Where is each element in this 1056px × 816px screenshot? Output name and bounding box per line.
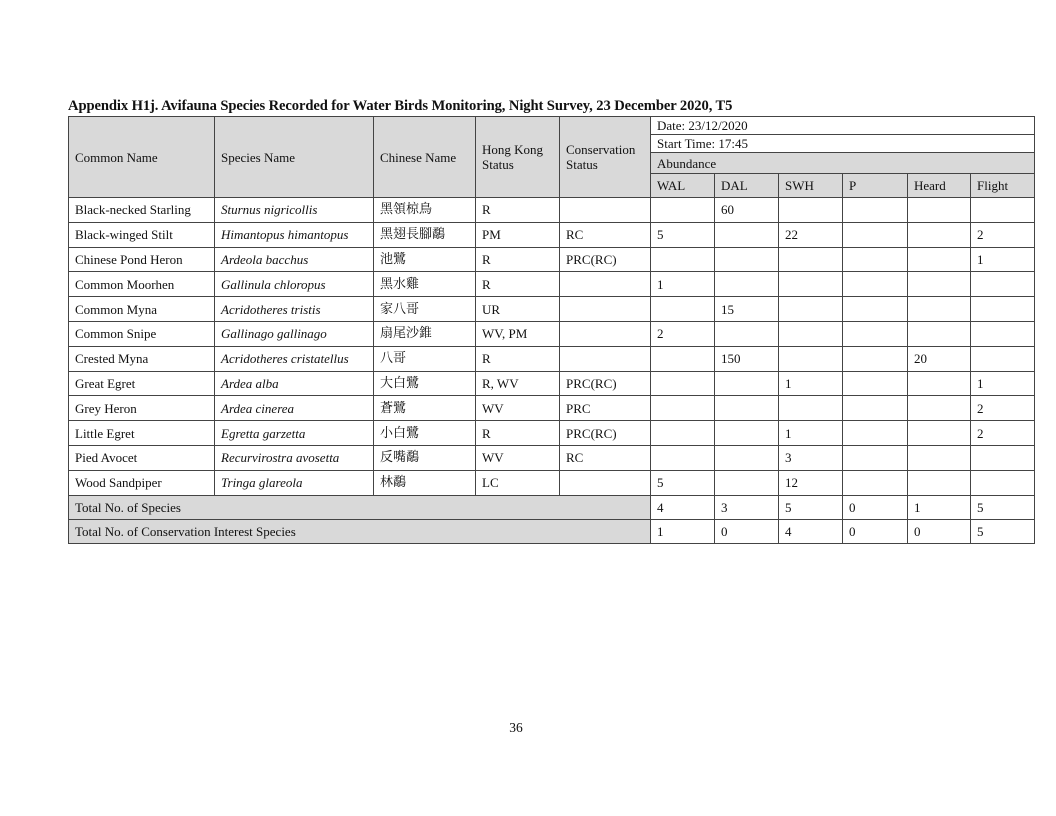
abundance-cell: [651, 396, 715, 421]
common-name-cell: Black-winged Stilt: [69, 222, 215, 247]
header-abundance-col: Heard: [908, 174, 971, 198]
total-row: [69, 519, 1035, 543]
common-name-cell: Great Egret: [69, 371, 215, 396]
common-name-cell: Little Egret: [69, 421, 215, 446]
abundance-cell: [715, 396, 779, 421]
abundance-cell: [843, 297, 908, 322]
abundance-cell: [779, 297, 843, 322]
abundance-cell: 2: [651, 321, 715, 346]
common-name-cell: Crested Myna: [69, 346, 215, 371]
abundance-cell: [908, 272, 971, 297]
common-name-cell: Black-necked Starling: [69, 198, 215, 223]
abundance-cell: 2: [971, 421, 1035, 446]
abundance-cell: [843, 272, 908, 297]
conservation-status-cell: PRC: [560, 396, 651, 421]
table-row: [69, 321, 1035, 346]
species-name-cell: Ardea alba: [215, 371, 374, 396]
abundance-cell: [971, 198, 1035, 223]
conservation-status-cell: [560, 321, 651, 346]
chinese-name-cell: 八哥: [374, 346, 476, 371]
header-hk-status: Hong Kong Status: [476, 117, 560, 198]
conservation-status-cell: PRC(RC): [560, 247, 651, 272]
abundance-cell: 12: [779, 470, 843, 495]
header-abundance-col: DAL: [715, 174, 779, 198]
page-number: 36: [509, 720, 523, 735]
abundance-cell: 22: [779, 222, 843, 247]
header-abundance-col: SWH: [779, 174, 843, 198]
species-name-cell: Sturnus nigricollis: [215, 198, 374, 223]
hk-status-cell: R: [476, 346, 560, 371]
abundance-cell: [779, 321, 843, 346]
species-name-cell: Acridotheres cristatellus: [215, 346, 374, 371]
species-name-cell: Recurvirostra avosetta: [215, 445, 374, 470]
hk-status-cell: R, WV: [476, 371, 560, 396]
abundance-cell: [908, 421, 971, 446]
abundance-cell: [908, 247, 971, 272]
abundance-cell: [971, 445, 1035, 470]
total-cell: 5: [779, 495, 843, 519]
abundance-cell: [715, 222, 779, 247]
header-abundance: Abundance: [651, 153, 1035, 174]
chinese-name-cell: 反嘴鷸: [374, 445, 476, 470]
abundance-cell: 1: [971, 371, 1035, 396]
species-name-cell: Gallinula chloropus: [215, 272, 374, 297]
hk-status-cell: R: [476, 247, 560, 272]
abundance-cell: [843, 396, 908, 421]
abundance-cell: [843, 346, 908, 371]
abundance-cell: [843, 222, 908, 247]
species-name-cell: Tringa glareola: [215, 470, 374, 495]
hk-status-cell: LC: [476, 470, 560, 495]
table-row: [69, 297, 1035, 322]
total-cell: 4: [651, 495, 715, 519]
conservation-status-cell: RC: [560, 222, 651, 247]
total-cell: 5: [971, 519, 1035, 543]
species-name-cell: Ardeola bacchus: [215, 247, 374, 272]
abundance-cell: [843, 470, 908, 495]
header-species-name: Species Name: [215, 117, 374, 198]
conservation-status-cell: RC: [560, 445, 651, 470]
abundance-cell: 150: [715, 346, 779, 371]
abundance-cell: [843, 321, 908, 346]
abundance-cell: [651, 445, 715, 470]
hk-status-cell: WV, PM: [476, 321, 560, 346]
species-name-cell: Himantopus himantopus: [215, 222, 374, 247]
hk-status-cell: UR: [476, 297, 560, 322]
species-name-cell: Egretta garzetta: [215, 421, 374, 446]
hk-status-cell: WV: [476, 396, 560, 421]
abundance-cell: [779, 346, 843, 371]
chinese-name-cell: 池鷺: [374, 247, 476, 272]
hk-status-cell: R: [476, 198, 560, 223]
total-cell: 0: [715, 519, 779, 543]
abundance-cell: [908, 445, 971, 470]
species-name-cell: Acridotheres tristis: [215, 297, 374, 322]
common-name-cell: Chinese Pond Heron: [69, 247, 215, 272]
abundance-cell: [843, 445, 908, 470]
abundance-cell: 1: [779, 421, 843, 446]
abundance-cell: [715, 321, 779, 346]
abundance-cell: [651, 421, 715, 446]
total-cell: 3: [715, 495, 779, 519]
abundance-cell: [908, 396, 971, 421]
abundance-cell: [971, 321, 1035, 346]
abundance-cell: [779, 198, 843, 223]
species-name-cell: Ardea cinerea: [215, 396, 374, 421]
table-row: [69, 272, 1035, 297]
abundance-cell: [971, 272, 1035, 297]
header-conservation-status: Conservation Status: [560, 117, 651, 198]
hk-status-cell: WV: [476, 445, 560, 470]
page-title: Appendix H1j. Avifauna Species Recorded for Water Birds Monitoring, Night Survey, 23 December 2020, T5: [68, 98, 733, 114]
abundance-cell: [651, 198, 715, 223]
hk-status-cell: R: [476, 421, 560, 446]
abundance-cell: 20: [908, 346, 971, 371]
abundance-cell: [651, 297, 715, 322]
abundance-cell: 1: [971, 247, 1035, 272]
abundance-cell: 2: [971, 222, 1035, 247]
abundance-cell: [715, 445, 779, 470]
abundance-cell: [843, 198, 908, 223]
abundance-cell: [908, 222, 971, 247]
abundance-cell: [715, 272, 779, 297]
chinese-name-cell: 黑領椋鳥: [374, 198, 476, 223]
abundance-cell: 5: [651, 470, 715, 495]
abundance-cell: 2: [971, 396, 1035, 421]
conservation-status-cell: [560, 470, 651, 495]
total-cell: 5: [971, 495, 1035, 519]
total-cell: 0: [908, 519, 971, 543]
header-common-name: Common Name: [69, 117, 215, 198]
conservation-status-cell: [560, 346, 651, 371]
table-row: [69, 371, 1035, 396]
abundance-cell: [908, 297, 971, 322]
chinese-name-cell: 黑翅長腳鷸: [374, 222, 476, 247]
abundance-cell: 3: [779, 445, 843, 470]
table-row: [69, 470, 1035, 495]
total-cell: 4: [779, 519, 843, 543]
conservation-status-cell: [560, 272, 651, 297]
table-row: [69, 346, 1035, 371]
abundance-cell: [908, 470, 971, 495]
abundance-cell: [715, 421, 779, 446]
chinese-name-cell: 大白鷺: [374, 371, 476, 396]
chinese-name-cell: 蒼鷺: [374, 396, 476, 421]
hk-status-cell: R: [476, 272, 560, 297]
abundance-cell: 60: [715, 198, 779, 223]
abundance-cell: [908, 371, 971, 396]
chinese-name-cell: 家八哥: [374, 297, 476, 322]
common-name-cell: Wood Sandpiper: [69, 470, 215, 495]
header-date: Date: 23/12/2020: [651, 117, 1035, 135]
common-name-cell: Common Moorhen: [69, 272, 215, 297]
abundance-cell: [971, 346, 1035, 371]
abundance-cell: 1: [779, 371, 843, 396]
abundance-cell: [908, 321, 971, 346]
conservation-status-cell: [560, 297, 651, 322]
conservation-status-cell: [560, 198, 651, 223]
abundance-cell: [651, 371, 715, 396]
header-abundance-col: P: [843, 174, 908, 198]
header-start-time: Start Time: 17:45: [651, 135, 1035, 153]
abundance-cell: [908, 198, 971, 223]
total-label: Total No. of Conservation Interest Species: [69, 519, 651, 543]
table-row: [69, 445, 1035, 470]
total-cell: 1: [908, 495, 971, 519]
species-table: [68, 116, 1035, 544]
common-name-cell: Common Snipe: [69, 321, 215, 346]
chinese-name-cell: 黑水雞: [374, 272, 476, 297]
header-abundance-col: WAL: [651, 174, 715, 198]
abundance-cell: [779, 272, 843, 297]
table-row: [69, 421, 1035, 446]
chinese-name-cell: 扇尾沙錐: [374, 321, 476, 346]
table-row: [69, 198, 1035, 223]
header-abundance-col: Flight: [971, 174, 1035, 198]
total-cell: 0: [843, 519, 908, 543]
abundance-cell: [715, 371, 779, 396]
total-label: Total No. of Species: [69, 495, 651, 519]
abundance-cell: [715, 247, 779, 272]
abundance-cell: [779, 247, 843, 272]
header-chinese-name: Chinese Name: [374, 117, 476, 198]
species-name-cell: Gallinago gallinago: [215, 321, 374, 346]
abundance-cell: 5: [651, 222, 715, 247]
table-row: [69, 222, 1035, 247]
total-cell: 0: [843, 495, 908, 519]
abundance-cell: 15: [715, 297, 779, 322]
abundance-cell: [971, 470, 1035, 495]
abundance-cell: [843, 421, 908, 446]
total-row: [69, 495, 1035, 519]
chinese-name-cell: 林鷸: [374, 470, 476, 495]
abundance-cell: [843, 371, 908, 396]
chinese-name-cell: 小白鷺: [374, 421, 476, 446]
table-row: [69, 247, 1035, 272]
total-cell: 1: [651, 519, 715, 543]
abundance-cell: [651, 346, 715, 371]
hk-status-cell: PM: [476, 222, 560, 247]
conservation-status-cell: PRC(RC): [560, 421, 651, 446]
conservation-status-cell: PRC(RC): [560, 371, 651, 396]
abundance-cell: 1: [651, 272, 715, 297]
abundance-cell: [843, 247, 908, 272]
table-row: [69, 396, 1035, 421]
abundance-cell: [715, 470, 779, 495]
common-name-cell: Common Myna: [69, 297, 215, 322]
common-name-cell: Grey Heron: [69, 396, 215, 421]
common-name-cell: Pied Avocet: [69, 445, 215, 470]
abundance-cell: [779, 396, 843, 421]
abundance-cell: [651, 247, 715, 272]
abundance-cell: [971, 297, 1035, 322]
